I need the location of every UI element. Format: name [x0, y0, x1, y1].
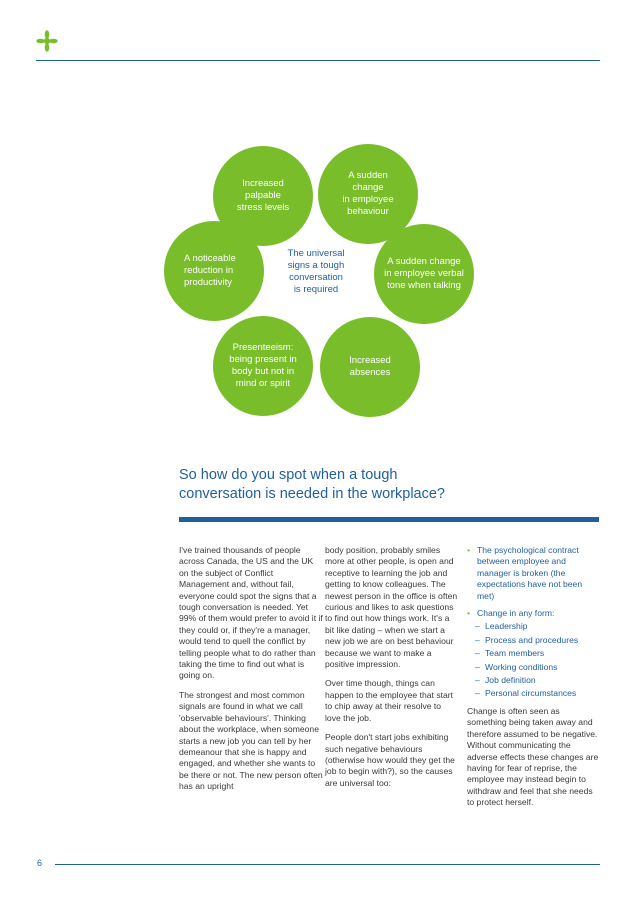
page-number: 6	[37, 858, 43, 868]
circle-stress: Increased palpable stress levels	[213, 146, 313, 246]
circle-behaviour: A sudden change in employee behaviour	[318, 144, 418, 244]
col2-paragraph-1: body position, probably smiles more at other people, is open and receptive to learning the job and getting to know colleagues. The newest person in the office is often curious and likes to ask questions to find out how things work. It's a bit like dating – when we start a new job we are on best behaviour because we want to make a positive impression.	[325, 545, 458, 670]
list-item: • The psychological contract between employee and manager is broken (the expectations have not been met)	[467, 545, 601, 602]
col2-paragraph-3: People don't start jobs exhibiting such negative behaviours (otherwise how would they get the job to begin with?), so the causes are universal too:	[325, 732, 455, 788]
col3-paragraph-1: Change is often seen as something being taken away and therefore assumed to be negative. Without communicating the adverse effects these changes are having for fear of reprise, the employee may instead begin to withdraw and feel that she needs to protect herself.	[467, 705, 599, 808]
sublist-item: – Process and procedures	[467, 635, 601, 646]
circle-productivity: A noticeable reduction in productivity	[164, 221, 264, 321]
section-heading: So how do you spot when a tough conversation is needed in the workplace?	[179, 467, 445, 502]
circle-presenteeism: Presenteeism: being present in body but not in mind or spirit	[213, 316, 313, 416]
column-1	[179, 545, 325, 801]
circle-absences: Increased absences	[320, 317, 420, 417]
sublist-item: – Working conditions	[467, 662, 601, 673]
top-divider	[36, 60, 600, 61]
asterisk-logo-icon	[36, 30, 58, 52]
col2-paragraph-2: Over time though, things can happen to the employee that start to chip away at their resolve to love the job.	[325, 678, 454, 723]
col1-paragraph-1: I've trained thousands of people across Canada, the US and the UK on the subject of Conflict Management and, without fail, everyone could spot the signs that a tough conversation is needed. Yet 99% of them would prefer to avoid it if they could or, if they're a manager, would tend to quell the conflict by telling people what to do rather than taking the time to find out what is going on.	[179, 545, 323, 681]
change-sublist	[467, 621, 601, 699]
heading-underline-bar	[179, 517, 599, 522]
causes-list	[467, 545, 601, 619]
sublist-item: – Leadership	[467, 621, 601, 632]
diagram-center-label: The universal signs a tough conversation is required	[287, 248, 345, 295]
circle-verbal-tone: A sudden change in employee verbal tone when talking	[374, 224, 474, 324]
sublist-item: – Job definition	[467, 675, 601, 686]
sublist-item: – Team members	[467, 648, 601, 659]
list-item: • Change in any form:	[467, 608, 601, 619]
col1-paragraph-2: The strongest and most common signals are found in what we call 'observable behaviours'. Thinking about the workplace, when someone starts a new job you can tell by her demeanour that she is happy and engaged, and whether she wants to be there or not. The new person often has an upright	[179, 689, 323, 792]
column-2	[325, 545, 459, 797]
column-3	[467, 545, 601, 817]
sublist-item: – Personal circumstances	[467, 688, 601, 699]
bottom-divider	[55, 864, 600, 865]
